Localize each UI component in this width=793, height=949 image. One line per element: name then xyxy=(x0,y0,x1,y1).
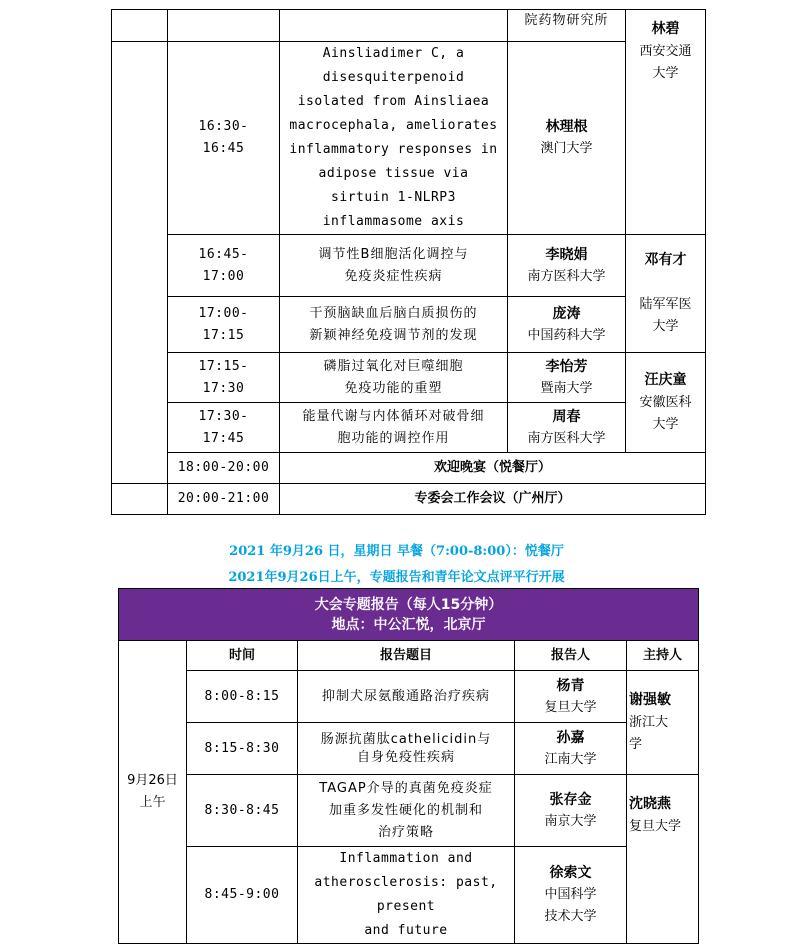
col-header-host: 主持人 xyxy=(627,641,699,671)
title-line: 新颖神经免疫调节剂的发现 xyxy=(309,327,478,343)
blank-cell xyxy=(112,484,168,515)
col-header-title: 报告题目 xyxy=(298,641,515,671)
host-name: 汪庆童 xyxy=(644,372,687,388)
time-cell: 17:30-17:45 xyxy=(168,403,280,453)
time-cell: 16:30-16:45 xyxy=(168,42,280,235)
speaker-cell xyxy=(515,847,627,944)
blank-cell xyxy=(112,42,168,484)
speaker-name: 徐索文 xyxy=(549,865,592,881)
speaker-affiliation: 南方医科大学 xyxy=(527,430,606,446)
title-line: 加重多发性硬化的机制和 xyxy=(328,802,483,818)
time-cell: 20:00-21:00 xyxy=(168,484,280,515)
title-line: 自身免疫性疾病 xyxy=(356,749,455,765)
host-cell xyxy=(626,10,706,235)
time-cell: 8:30-8:45 xyxy=(187,775,298,847)
blank-cell xyxy=(112,10,168,42)
title-line: and future xyxy=(364,923,448,938)
title-line: 磷脂过氧化对巨噬细胞 xyxy=(323,358,464,374)
speaker-cell xyxy=(508,297,626,353)
host-cell xyxy=(626,235,706,353)
host-name: 谢强敏 xyxy=(629,692,671,708)
title-cell xyxy=(280,297,508,353)
title-line: disesquiterpenoid xyxy=(322,70,465,85)
speaker-cell xyxy=(515,775,627,847)
title-line: 能量代谢与内体循环对破骨细 xyxy=(302,408,485,424)
title-cell xyxy=(280,235,508,297)
title-line: 胞功能的调控作用 xyxy=(337,430,450,446)
title-line: isolated from Ainsliaea xyxy=(297,94,490,109)
speaker-affiliation: 南方医科大学 xyxy=(527,268,606,284)
title-line: Ainsliadimer C, a xyxy=(322,46,465,61)
title-line: 治疗策略 xyxy=(377,824,434,840)
time-cell: 17:00-17:15 xyxy=(168,297,280,353)
title-line: atherosclerosis: past, xyxy=(314,875,498,890)
title-line: inflammatory responses in xyxy=(289,142,498,157)
schedule-table-2 xyxy=(118,588,699,944)
title-line: 免疫功能的重塑 xyxy=(344,380,443,396)
host-affiliation: 安徽医科 xyxy=(639,395,692,410)
speaker-affiliation: 澳门大学 xyxy=(540,141,593,156)
host-cell xyxy=(627,775,699,944)
day-label: 9月26日 xyxy=(127,773,178,788)
speaker-cell xyxy=(508,235,626,297)
title-line: Inflammation and xyxy=(339,851,473,866)
host-affiliation: 大学 xyxy=(652,319,679,334)
speaker-name: 林理根 xyxy=(545,119,588,135)
title-line: sirtuin 1-NLRP3 xyxy=(331,190,456,205)
title-line: 抑制犬尿氨酸通路治疗疾病 xyxy=(321,688,490,704)
speaker-affiliation: 江南大学 xyxy=(544,751,597,767)
title-cell xyxy=(298,723,515,775)
host-affiliation: 浙江大 xyxy=(629,715,669,730)
speaker-affiliation: 复旦大学 xyxy=(544,699,597,715)
speaker-name: 孙嘉 xyxy=(556,729,585,746)
host-affiliation: 学 xyxy=(629,737,643,752)
host-name: 沈晓燕 xyxy=(629,796,671,812)
host-affiliation: 西安交通 xyxy=(639,44,692,59)
session-header xyxy=(119,589,699,641)
title-cell xyxy=(298,775,515,847)
title-line: present xyxy=(376,899,436,914)
time-cell: 8:00-8:15 xyxy=(187,671,298,723)
time-cell: 8:15-8:30 xyxy=(187,723,298,775)
speaker-name: 杨青 xyxy=(556,677,585,694)
title-line: 干预脑缺血后脑白质损伤的 xyxy=(309,305,478,321)
blank-cell xyxy=(280,10,508,42)
day-label: 上午 xyxy=(139,795,166,810)
time-cell: 16:45-17:00 xyxy=(168,235,280,297)
affiliation-cell: 院药物研究所 xyxy=(508,10,626,42)
title-cell xyxy=(280,353,508,403)
speaker-cell xyxy=(508,403,626,453)
session-title: 大会专题报告（每人15分钟） xyxy=(314,596,503,613)
blank-cell xyxy=(168,10,280,42)
schedule-table-1 xyxy=(111,9,706,515)
speaker-name: 张存金 xyxy=(549,791,592,808)
speaker-name: 李怡芳 xyxy=(545,358,588,375)
title-line: TAGAP介导的真菌免疫炎症 xyxy=(319,780,493,796)
speaker-cell xyxy=(508,42,626,235)
speaker-affiliation: 技术大学 xyxy=(544,909,597,924)
host-name: 邓有才 xyxy=(644,252,687,268)
speaker-name: 李晓娟 xyxy=(545,246,588,263)
speaker-name: 周春 xyxy=(552,408,581,425)
speaker-affiliation: 中国科学 xyxy=(544,887,597,902)
speaker-affiliation: 南京大学 xyxy=(544,813,597,829)
title-line: 肠源抗菌肽cathelicidin与 xyxy=(320,731,492,747)
speaker-name: 庞涛 xyxy=(552,305,581,322)
col-header-time: 时间 xyxy=(187,641,298,671)
event-cell: 专委会工作会议（广州厅） xyxy=(280,484,706,515)
host-cell xyxy=(626,353,706,453)
title-line: 调节性B细胞活化调控与 xyxy=(318,246,469,262)
speaker-cell xyxy=(508,353,626,403)
day-label-cell xyxy=(119,641,187,944)
title-cell xyxy=(280,403,508,453)
speaker-affiliation: 暨南大学 xyxy=(540,380,593,396)
speaker-cell xyxy=(515,671,627,723)
title-line: 免疫炎症性疾病 xyxy=(344,268,443,284)
col-header-speaker: 报告人 xyxy=(515,641,627,671)
host-name: 林碧 xyxy=(651,21,680,37)
session-location: 地点：中公汇悦，北京厅 xyxy=(331,616,486,633)
speaker-affiliation: 中国药科大学 xyxy=(527,327,606,343)
host-cell xyxy=(627,671,699,775)
title-line: inflammasome axis xyxy=(322,214,465,229)
title-line: macrocephala, ameliorates xyxy=(289,118,498,133)
session-info-line: 2021年9月26日上午，专题报告和青年论文点评平行开展 xyxy=(228,570,565,585)
event-cell: 欢迎晚宴（悦餐厅） xyxy=(280,453,706,484)
time-cell: 17:15-17:30 xyxy=(168,353,280,403)
title-cell xyxy=(280,42,508,235)
host-affiliation: 复旦大学 xyxy=(629,819,682,834)
host-affiliation: 大学 xyxy=(652,417,679,432)
host-affiliation: 大学 xyxy=(652,66,679,81)
title-line: adipose tissue via xyxy=(318,166,469,181)
host-affiliation: 陆军军医 xyxy=(639,297,692,312)
day-info-line: 2021 年9月26 日，星期日 早餐（7:00-8:00）：悦餐厅 xyxy=(229,544,564,559)
speaker-cell xyxy=(515,723,627,775)
time-cell: 8:45-9:00 xyxy=(187,847,298,944)
time-cell: 18:00-20:00 xyxy=(168,453,280,484)
title-cell xyxy=(298,671,515,723)
title-cell xyxy=(298,847,515,944)
